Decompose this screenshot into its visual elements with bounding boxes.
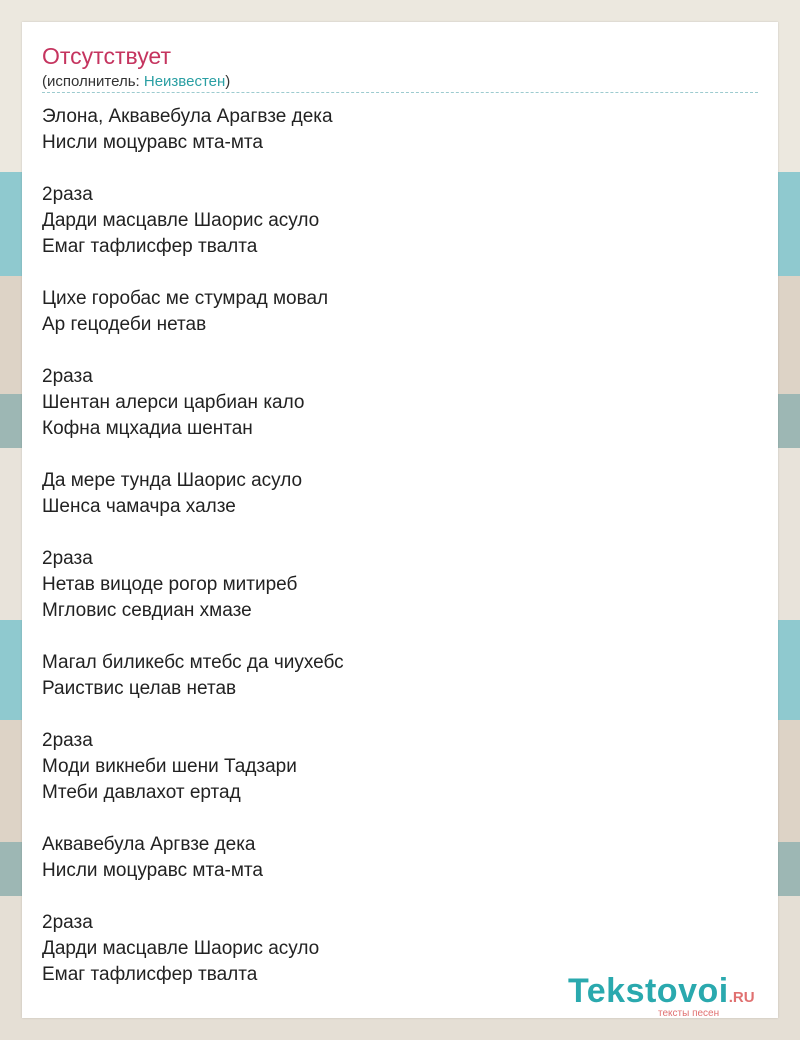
logo-tagline: тексты песен	[658, 1008, 720, 1019]
lyric-line: Магал биликебс мтебс да чиухебс	[42, 652, 344, 673]
lyric-line: Шенса чамачра халзе	[42, 496, 236, 517]
lyrics-card	[22, 22, 778, 1018]
lyric-line: 2раза	[42, 912, 93, 933]
logo-tld: .RU	[728, 989, 755, 1006]
lyric-line: Дарди масцавле Шаорис асуло	[42, 210, 320, 231]
lyric-line: 2раза	[42, 184, 93, 205]
lyric-line: Аквавебула Аргвзе дека	[42, 834, 256, 855]
lyric-line: Раиствис целав нетав	[42, 678, 237, 699]
lyric-line: Да мере тунда Шаорис асуло	[42, 470, 303, 491]
artist-suffix: )	[225, 73, 231, 90]
lyric-line: Шентан алерси царбиан кало	[42, 392, 305, 413]
stanza	[42, 650, 742, 702]
artist-link[interactable]: Неизвестен	[143, 73, 226, 90]
lyric-line: Кофна мцхадиа шентан	[42, 418, 253, 439]
lyric-line: Элона, Аквавебула Арагвзе дека	[42, 106, 333, 127]
stanza	[42, 286, 742, 338]
lyric-line: Емаг тафлисфер твалта	[42, 236, 258, 257]
stanza	[42, 468, 742, 520]
lyric-line: 2раза	[42, 730, 93, 751]
lyric-line: Ар гецодеби нетав	[42, 314, 207, 335]
lyric-line: Нисли моцуравс мта-мта	[42, 132, 263, 153]
lyric-line: Мгловис севдиан хмазе	[42, 600, 252, 621]
artist-line	[42, 72, 230, 92]
divider	[42, 92, 758, 93]
lyric-line: Нетав вицоде рогор митиреб	[42, 574, 298, 595]
logo-name: Tekstovoi	[568, 972, 729, 1010]
stanza	[42, 364, 742, 442]
song-title: Отсутствует	[42, 43, 171, 69]
artist-prefix: (исполнитель:	[42, 73, 144, 90]
stanza	[42, 546, 742, 624]
stanza	[42, 182, 742, 260]
stanza	[42, 832, 742, 884]
stanza	[42, 728, 742, 806]
lyric-line: Емаг тафлисфер твалта	[42, 964, 258, 985]
lyric-line: 2раза	[42, 366, 93, 387]
lyric-line: Мтеби давлахот ертад	[42, 782, 241, 803]
lyric-line: Нисли моцуравс мта-мта	[42, 860, 263, 881]
lyric-line: Цихе горобас ме стумрад мовал	[42, 288, 329, 309]
lyrics-text	[42, 104, 742, 1014]
site-logo[interactable]	[568, 972, 755, 1019]
lyric-line: 2раза	[42, 548, 93, 569]
stanza	[42, 104, 742, 156]
lyric-line: Дарди масцавле Шаорис асуло	[42, 938, 320, 959]
lyric-line: Моди викнеби шени Тадзари	[42, 756, 297, 777]
